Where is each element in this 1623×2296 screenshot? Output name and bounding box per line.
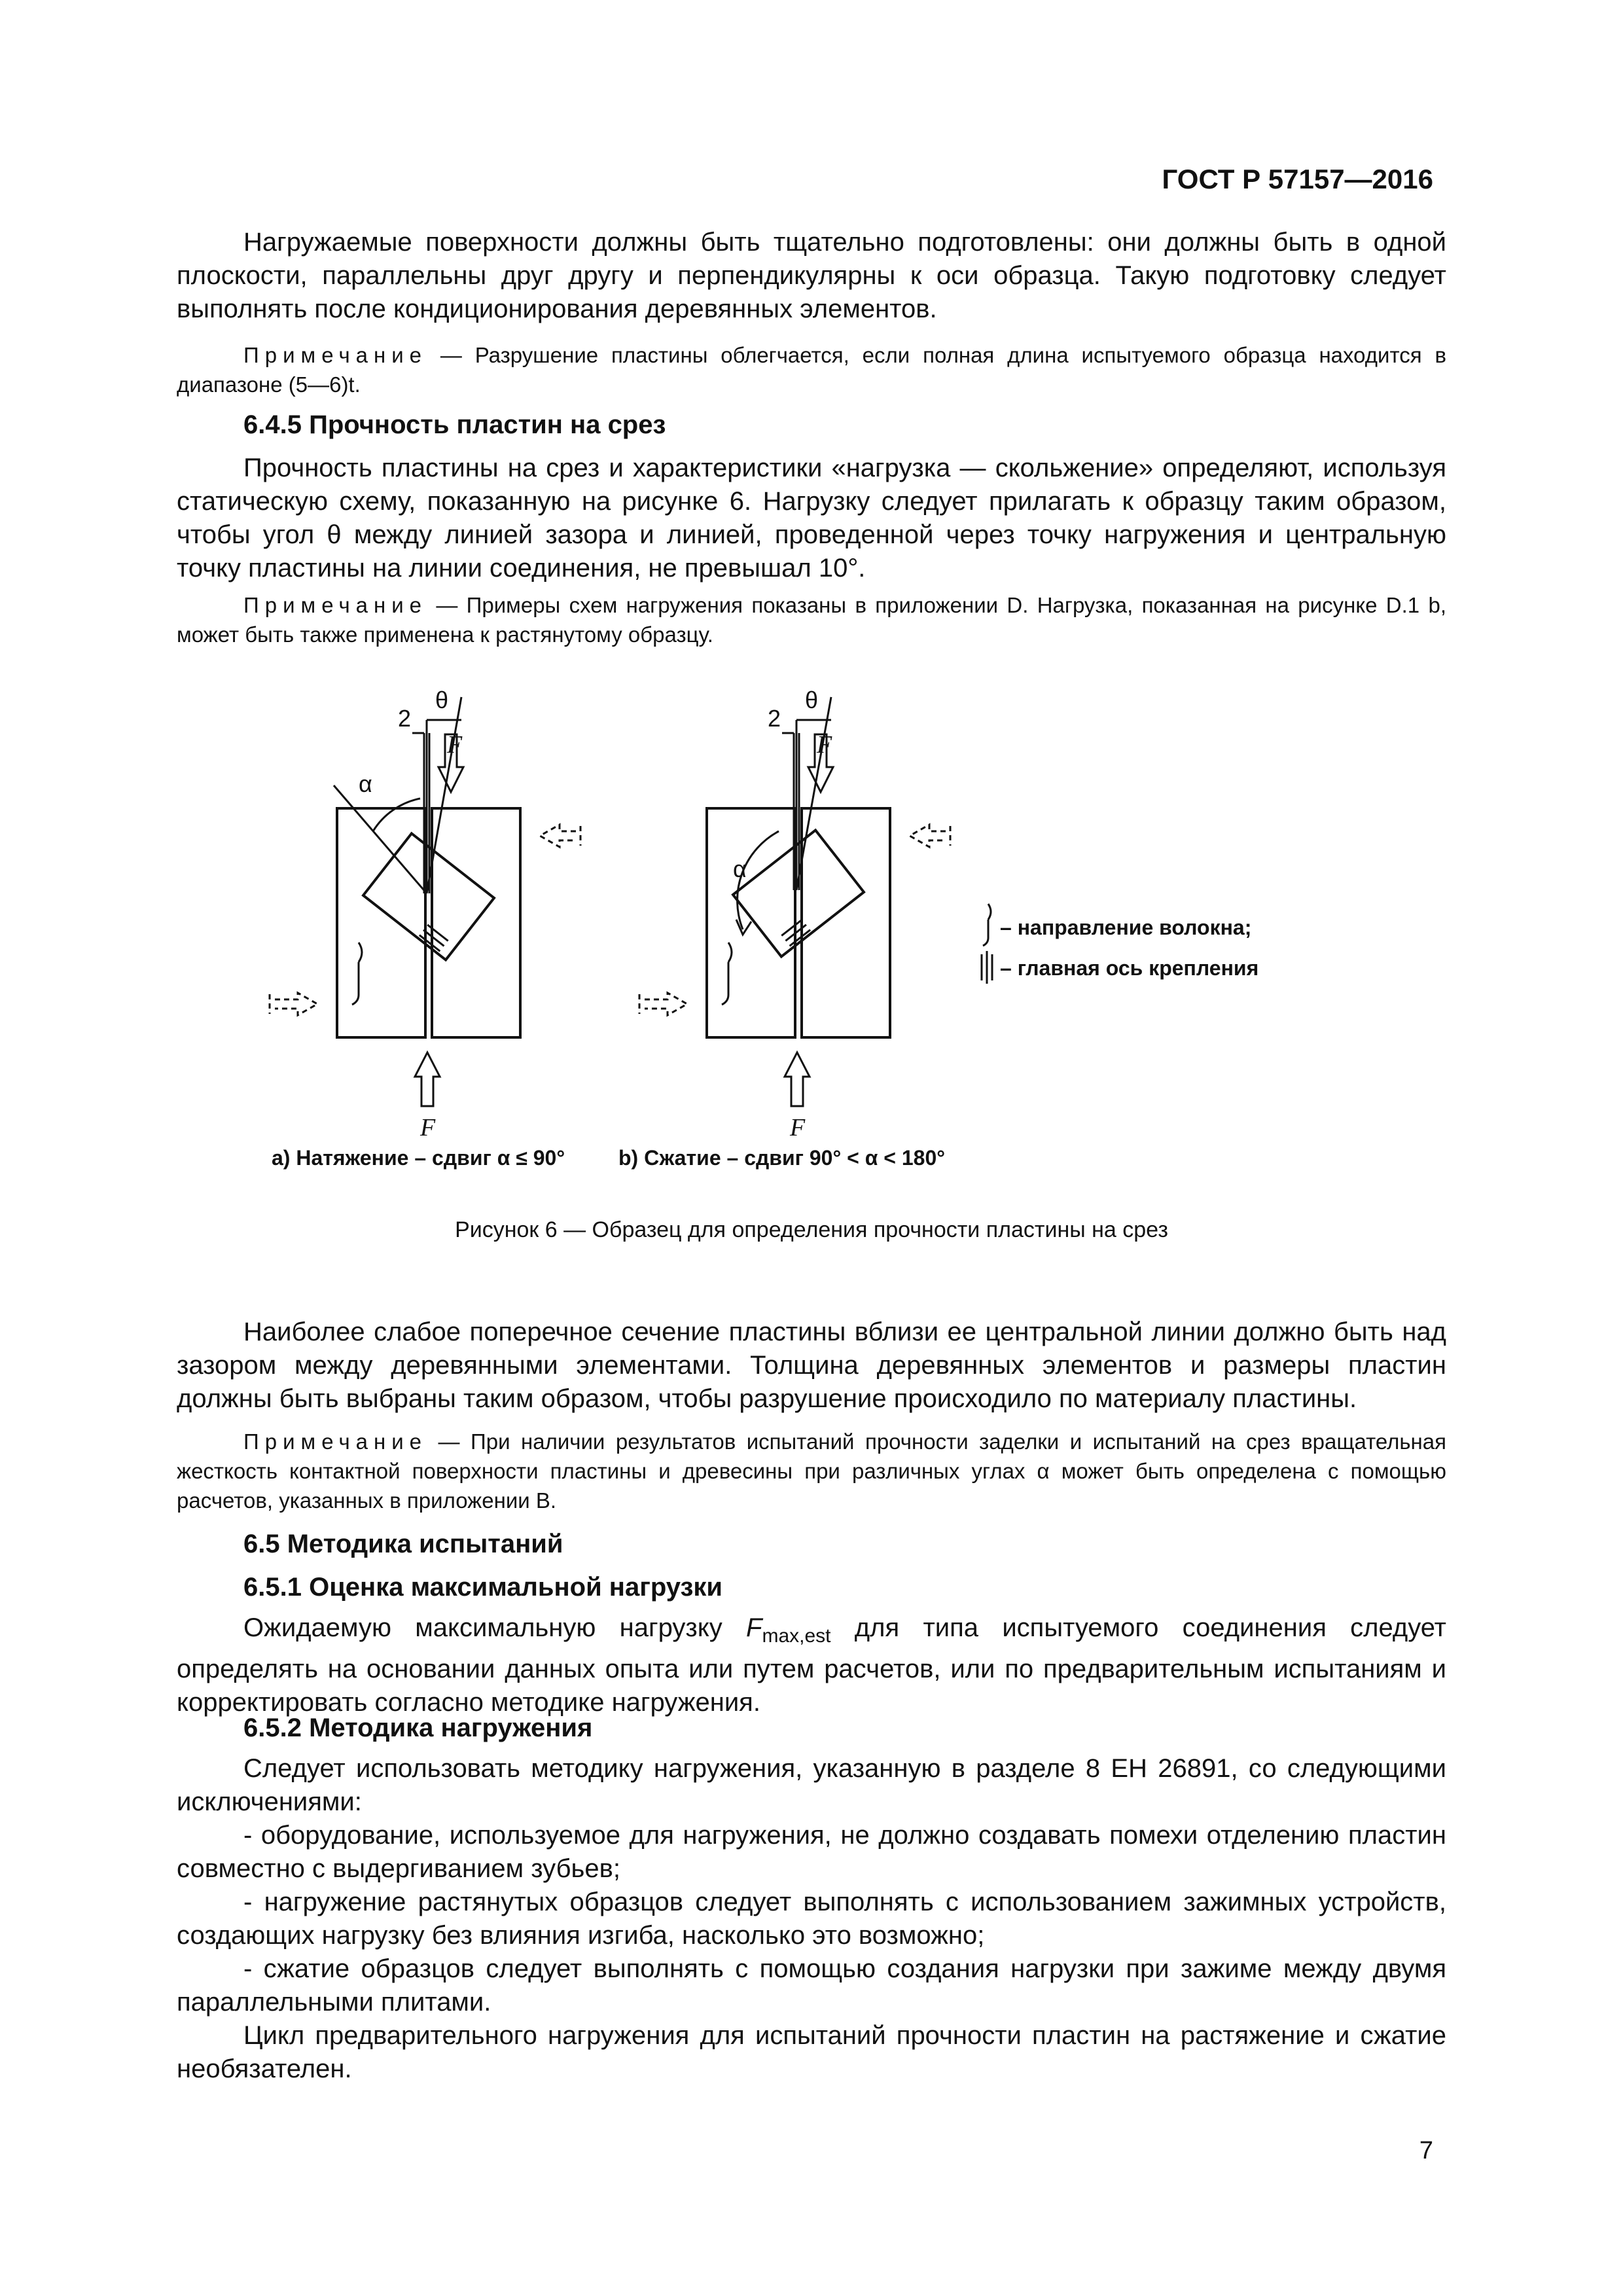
heading-6-4-5: 6.4.5 Прочность пластин на срез [243, 410, 666, 439]
note-label: Примечание [243, 343, 428, 367]
reaction-arrow-left-b [645, 993, 687, 1015]
timber-right-b [802, 808, 890, 1037]
grain-symbol-b [722, 942, 732, 1005]
figure-6-drawing [249, 661, 1309, 1172]
heading-6-5-2: 6.5.2 Методика нагружения [243, 1713, 593, 1742]
text-span: Ожидаемую максимальную нагрузку [243, 1613, 747, 1642]
paragraph-closing: Цикл предварительного нагружения для испытаний прочности пластин на растяжение и сжатие необязателен. [177, 2021, 1446, 2083]
section-6-4-5-body [177, 452, 1446, 585]
note-1 [177, 340, 1446, 399]
reaction-arrow-right-b [910, 825, 946, 847]
legend-grain-icon [983, 904, 991, 946]
list-item: - сжатие образцов следует выполнять с помощью создания нагрузки при зажиме между двумя параллельными плитами. [177, 1954, 1446, 2017]
text-span: для типа испытуемого соединения следует определять на основании данных опыта или путем расчетов, или по предварительным испытаниям и корректировать согласно методике нагружения. [177, 1613, 1447, 1717]
alpha-label-a: α [359, 770, 372, 797]
paragraph-text: Наиболее слабое поперечное сечение пластины вблизи ее центральной линии должно быть над зазором между деревянными элементами. Толщина деревянных элементов и размеры пластин должны быть выбраны таким образом, чтобы разрушение происходило по материалу пластины. [177, 1318, 1446, 1413]
note-3 [177, 1427, 1446, 1515]
note-text: — Разрушение пластины облегчается, если полная длина испытуемого образца находится в диапазоне (5—6)t. [177, 343, 1446, 397]
note-text: — Примеры схем нагружения показаны в приложении D. Нагрузка, показанная на рисунке D.1 b, может быть также применена к растянутому образцу. [177, 593, 1446, 647]
force-arrow-bottom-b [785, 1052, 810, 1106]
paragraph-text [177, 1611, 1446, 1719]
figure-caption: Рисунок 6 — Образец для определения прочности пластины на срез [455, 1217, 1168, 1242]
force-label-bottom-b: F [790, 1114, 806, 1141]
dim-2-label-a: 2 [398, 705, 412, 732]
subfigure-b [639, 687, 950, 1141]
symbol-subscript: max,est [762, 1625, 831, 1647]
note-2 [177, 590, 1446, 649]
document-id: ГОСТ Р 57157—2016 [1162, 164, 1433, 194]
list-item: - нагружение растянутых образцов следует выполнять с использованием зажимных устройств, создающих нагрузку без влияния изгиба, насколько это возможно; [177, 1888, 1446, 1950]
page-number: 7 [1419, 2137, 1433, 2164]
heading-6-5-1: 6.5.1 Оценка максимальной нагрузки [243, 1573, 722, 1602]
list-item: - оборудование, используемое для нагружения, не должно создавать помехи отделению пластин совместно с выдергиванием зубьев; [177, 1821, 1446, 1883]
symbol-f: F [746, 1613, 762, 1642]
theta-label-b: θ [805, 687, 819, 713]
paragraph-text: Прочность пластины на срез и характеристики «нагрузка — скольжение» определяют, используя статическую схему, показанную на рисунке 6. Нагрузку следует прилагать к образцу таким образом, чтобы угол θ между линией зазора и линией, проведенной через точку нагружения и центральную точку пластины на линии соединения, не превышал 10°. [177, 454, 1446, 583]
force-line-a [427, 697, 461, 893]
note-label: Примечание [243, 593, 428, 617]
paragraph-text: Нагружаемые поверхности должны быть тщательно подготовлены: они должны быть в одной плоскости, параллельны друг другу и перпендикулярны к оси образца. Такую подготовку следует выполнять после кондиционирования деревянных элементов. [177, 228, 1446, 323]
reaction-arrow-right-a [540, 825, 576, 847]
paragraph-intro: Следует использовать методику нагружения, указанную в разделе 8 ЕН 26891, со следующими исключениями: [177, 1754, 1446, 1816]
subcaption-a: a) Натяжение – сдвиг α ≤ 90° [272, 1146, 565, 1170]
timber-left-a [337, 808, 425, 1037]
paragraph-weakest-section [177, 1316, 1446, 1416]
grain-symbol-a [352, 942, 362, 1005]
reaction-arrow-left-a [275, 993, 317, 1015]
theta-label-a: θ [435, 687, 449, 713]
legend-grain-text: – направление волокна; [1000, 916, 1252, 939]
subfigure-a [270, 687, 580, 1141]
force-arrow-bottom-a [415, 1052, 440, 1106]
force-line-b [796, 697, 831, 890]
section-6-5-2-body [177, 1752, 1446, 2086]
note-text: — При наличии результатов испытаний прочности заделки и испытаний на срез вращательная жесткость контактной поверхности пластины и древесины при различных углах α может быть определена с помощью расчетов, указанных в приложении В. [177, 1429, 1446, 1513]
figure-legend [982, 904, 1258, 984]
dim-2-label-b: 2 [768, 705, 781, 732]
alpha-arc-a [373, 798, 420, 831]
legend-axis-text: – главная ось крепления [1000, 956, 1259, 980]
alpha-ray-a [334, 785, 427, 893]
force-label-top-a: F [447, 731, 463, 759]
alpha-label-b: α [733, 855, 747, 882]
figure-6 [249, 661, 1309, 1172]
section-6-5-1-body [177, 1611, 1446, 1719]
paragraph-loaded-surfaces [177, 226, 1446, 326]
force-label-top-b: F [817, 731, 832, 759]
subcaption-b: b) Сжатие – сдвиг 90° < α < 180° [618, 1146, 946, 1170]
heading-6-5: 6.5 Методика испытаний [243, 1530, 563, 1558]
note-label: Примечание [243, 1429, 428, 1454]
force-label-bottom-a: F [420, 1114, 436, 1141]
